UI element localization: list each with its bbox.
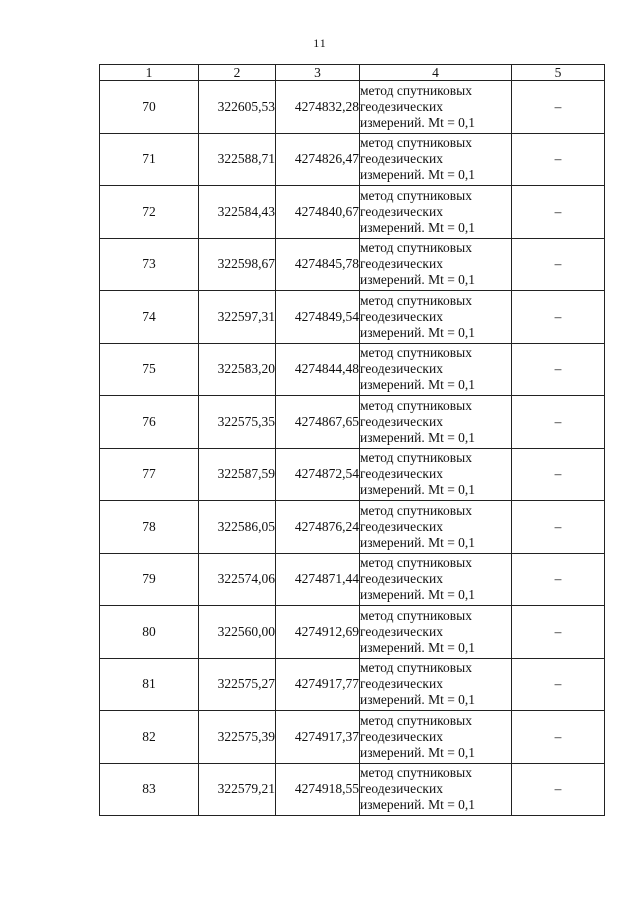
method-line: измерений. Mt = 0,1: [360, 324, 476, 340]
method-description-cell: [360, 553, 512, 606]
method-line: геодезических: [360, 466, 443, 482]
table-row: [100, 606, 605, 659]
method-line: метод спутниковых: [360, 345, 472, 361]
method-line: измерений. Mt = 0,1: [360, 744, 476, 760]
y-coordinate-cell: 4274826,47: [276, 133, 360, 186]
method-line: метод спутниковых: [360, 397, 472, 413]
note-cell: –: [512, 81, 605, 134]
method-line: геодезических: [360, 151, 443, 167]
method-line: геодезических: [360, 308, 443, 324]
method-line: геодезических: [360, 203, 443, 219]
point-number-cell: 83: [100, 763, 199, 816]
method-line: измерений. Mt = 0,1: [360, 377, 476, 393]
point-number-cell: 71: [100, 133, 199, 186]
method-line: метод спутниковых: [360, 240, 472, 256]
method-line: измерений. Mt = 0,1: [360, 429, 476, 445]
table-body: [100, 81, 605, 816]
x-coordinate-cell: 322575,39: [199, 711, 276, 764]
note-cell: –: [512, 763, 605, 816]
note-cell: –: [512, 606, 605, 659]
note-cell: –: [512, 238, 605, 291]
table-row: [100, 448, 605, 501]
y-coordinate-cell: 4274872,54: [276, 448, 360, 501]
method-line: измерений. Mt = 0,1: [360, 219, 476, 235]
point-number-cell: 79: [100, 553, 199, 606]
method-description-cell: [360, 133, 512, 186]
method-line: геодезических: [360, 781, 443, 797]
note-cell: –: [512, 133, 605, 186]
y-coordinate-cell: 4274876,24: [276, 501, 360, 554]
point-number-cell: 77: [100, 448, 199, 501]
table-row: [100, 133, 605, 186]
table-header: [100, 65, 605, 81]
point-number-cell: 82: [100, 711, 199, 764]
table-row: [100, 658, 605, 711]
method-line: метод спутниковых: [360, 292, 472, 308]
method-line: измерений. Mt = 0,1: [360, 797, 476, 813]
method-description-cell: [360, 448, 512, 501]
table-row: [100, 291, 605, 344]
method-line: измерений. Mt = 0,1: [360, 167, 476, 183]
x-coordinate-cell: 322597,31: [199, 291, 276, 344]
method-description-cell: [360, 343, 512, 396]
method-line: метод спутниковых: [360, 607, 472, 623]
x-coordinate-cell: 322575,27: [199, 658, 276, 711]
method-line: метод спутниковых: [360, 765, 472, 781]
table-row: [100, 553, 605, 606]
note-cell: –: [512, 711, 605, 764]
table-row: [100, 711, 605, 764]
method-description-cell: [360, 658, 512, 711]
method-line: геодезических: [360, 728, 443, 744]
method-line: метод спутниковых: [360, 187, 472, 203]
y-coordinate-cell: 4274845,78: [276, 238, 360, 291]
y-coordinate-cell: 4274867,65: [276, 396, 360, 449]
y-coordinate-cell: 4274871,44: [276, 553, 360, 606]
method-line: метод спутниковых: [360, 135, 472, 151]
x-coordinate-cell: 322579,21: [199, 763, 276, 816]
method-line: измерений. Mt = 0,1: [360, 534, 476, 550]
point-number-cell: 75: [100, 343, 199, 396]
method-line: метод спутниковых: [360, 82, 472, 98]
x-coordinate-cell: 322598,67: [199, 238, 276, 291]
coordinates-table: [99, 64, 605, 816]
note-cell: –: [512, 396, 605, 449]
method-line: метод спутниковых: [360, 502, 472, 518]
method-description-cell: [360, 396, 512, 449]
method-line: измерений. Mt = 0,1: [360, 587, 476, 603]
method-description-cell: [360, 186, 512, 239]
point-number-cell: 81: [100, 658, 199, 711]
x-coordinate-cell: 322605,53: [199, 81, 276, 134]
table-row: [100, 396, 605, 449]
table-row: [100, 343, 605, 396]
y-coordinate-cell: 4274832,28: [276, 81, 360, 134]
header-cell-3: 3: [276, 65, 360, 81]
x-coordinate-cell: 322584,43: [199, 186, 276, 239]
method-line: геодезических: [360, 518, 443, 534]
method-description-cell: [360, 501, 512, 554]
y-coordinate-cell: 4274917,37: [276, 711, 360, 764]
method-line: измерений. Mt = 0,1: [360, 639, 476, 655]
table-row: [100, 238, 605, 291]
point-number-cell: 73: [100, 238, 199, 291]
method-line: геодезических: [360, 413, 443, 429]
point-number-cell: 74: [100, 291, 199, 344]
method-line: геодезических: [360, 361, 443, 377]
x-coordinate-cell: 322575,35: [199, 396, 276, 449]
method-line: метод спутниковых: [360, 555, 472, 571]
note-cell: –: [512, 291, 605, 344]
point-number-cell: 72: [100, 186, 199, 239]
point-number-cell: 80: [100, 606, 199, 659]
method-line: геодезических: [360, 676, 443, 692]
x-coordinate-cell: 322560,00: [199, 606, 276, 659]
method-line: измерений. Mt = 0,1: [360, 114, 476, 130]
table-row: [100, 186, 605, 239]
note-cell: –: [512, 186, 605, 239]
x-coordinate-cell: 322583,20: [199, 343, 276, 396]
header-cell-5: 5: [512, 65, 605, 81]
note-cell: –: [512, 658, 605, 711]
method-description-cell: [360, 763, 512, 816]
page-number: 11: [313, 36, 327, 50]
table-row: [100, 763, 605, 816]
method-line: метод спутниковых: [360, 450, 472, 466]
y-coordinate-cell: 4274917,77: [276, 658, 360, 711]
method-description-cell: [360, 81, 512, 134]
x-coordinate-cell: 322574,06: [199, 553, 276, 606]
table-row: [100, 501, 605, 554]
method-line: геодезических: [360, 623, 443, 639]
method-line: геодезических: [360, 571, 443, 587]
method-line: измерений. Mt = 0,1: [360, 272, 476, 288]
note-cell: –: [512, 343, 605, 396]
method-line: метод спутниковых: [360, 660, 472, 676]
method-description-cell: [360, 291, 512, 344]
table-row: [100, 81, 605, 134]
note-cell: –: [512, 553, 605, 606]
point-number-cell: 76: [100, 396, 199, 449]
y-coordinate-cell: 4274844,48: [276, 343, 360, 396]
method-line: геодезических: [360, 256, 443, 272]
method-line: метод спутниковых: [360, 712, 472, 728]
point-number-cell: 78: [100, 501, 199, 554]
y-coordinate-cell: 4274912,69: [276, 606, 360, 659]
header-row: [100, 65, 605, 81]
method-line: геодезических: [360, 98, 443, 114]
point-number-cell: 70: [100, 81, 199, 134]
header-cell-2: 2: [199, 65, 276, 81]
x-coordinate-cell: 322588,71: [199, 133, 276, 186]
y-coordinate-cell: 4274840,67: [276, 186, 360, 239]
note-cell: –: [512, 448, 605, 501]
x-coordinate-cell: 322586,05: [199, 501, 276, 554]
method-line: измерений. Mt = 0,1: [360, 692, 476, 708]
note-cell: –: [512, 501, 605, 554]
method-description-cell: [360, 711, 512, 764]
x-coordinate-cell: 322587,59: [199, 448, 276, 501]
y-coordinate-cell: 4274849,54: [276, 291, 360, 344]
method-description-cell: [360, 238, 512, 291]
header-cell-1: 1: [100, 65, 199, 81]
y-coordinate-cell: 4274918,55: [276, 763, 360, 816]
method-description-cell: [360, 606, 512, 659]
header-cell-4: 4: [360, 65, 512, 81]
method-line: измерений. Mt = 0,1: [360, 482, 476, 498]
